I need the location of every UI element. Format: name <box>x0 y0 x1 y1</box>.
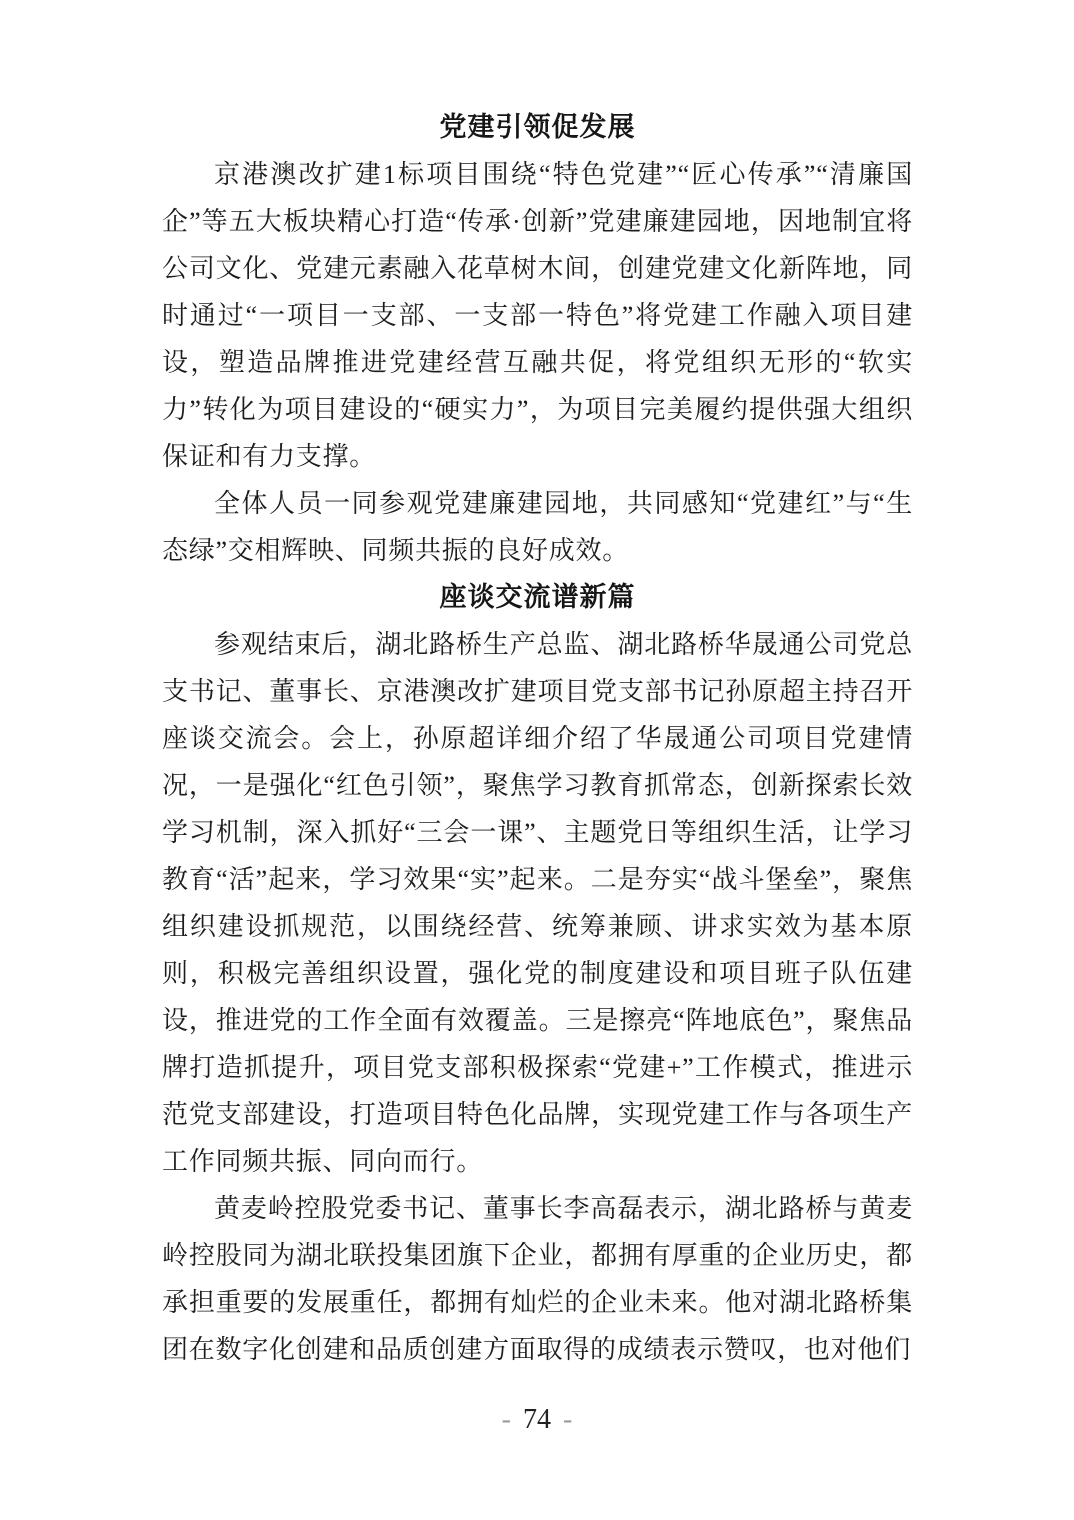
page-number: 74 <box>523 1404 551 1435</box>
section-heading-symposium: 座谈交流谱新篇 <box>439 582 636 612</box>
footer-dash-left: - <box>501 1404 511 1435</box>
section-heading-party-building: 党建引领促发展 <box>439 112 636 142</box>
paragraph-party-building-garden: 京港澳改扩建1标项目围绕“特色党建”“匠心传承”“清廉国企”等五大板块精心打造“传承·创新”党建廉建园地，因地制宜将公司文化、党建元素融入花草树木间，创建党建文化新阵地，同时通过“一项目一支部、一支部一特色”将党建工作融入项目建设，塑造品牌推进党建经营互融共促，将党组织无形的“软实力”转化为项目建设的“硬实力”，为项目完美履约提供强大组织保证和有力支撑。 <box>162 160 913 471</box>
page-footer <box>0 1398 1074 1442</box>
document-content <box>162 104 913 1373</box>
paragraph-visit-garden: 全体人员一同参观党建廉建园地，共同感知“党建红”与“生态绿”交相辉映、同频共振的良好成效。 <box>162 489 913 565</box>
footer-dash-right: - <box>563 1404 573 1435</box>
paragraph-huangmailing-remarks: 黄麦岭控股党委书记、董事长李高磊表示，湖北路桥与黄麦岭控股同为湖北联投集团旗下企业，都拥有厚重的企业历史，都承担重要的发展重任，都拥有灿烂的企业未来。他对湖北路桥集团在数字化创建和品质创建方面取得的成绩表示赞叹，也对他们 <box>162 1194 913 1364</box>
paragraph-symposium-details: 参观结束后，湖北路桥生产总监、湖北路桥华晟通公司党总支书记、董事长、京港澳改扩建项目党支部书记孙原超主持召开座谈交流会。会上，孙原超详细介绍了华晟通公司项目党建情况，一是强化“红色引领”，聚焦学习教育抓常态，创新探索长效学习机制，深入抓好“三会一课”、主题党日等组织生活，让学习教育“活”起来，学习效果“实”起来。二是夯实“战斗堡垒”，聚焦组织建设抓规范，以围绕经营、统筹兼顾、讲求实效为基本原则，积极完善组织设置，强化党的制度建设和项目班子队伍建设，推进党的工作全面有效覆盖。三是擦亮“阵地底色”，聚焦品牌打造抓提升，项目党支部积极探索“党建+”工作模式，推进示范党支部建设，打造项目特色化品牌，实现党建工作与各项生产工作同频共振、同向而行。 <box>162 630 913 1176</box>
